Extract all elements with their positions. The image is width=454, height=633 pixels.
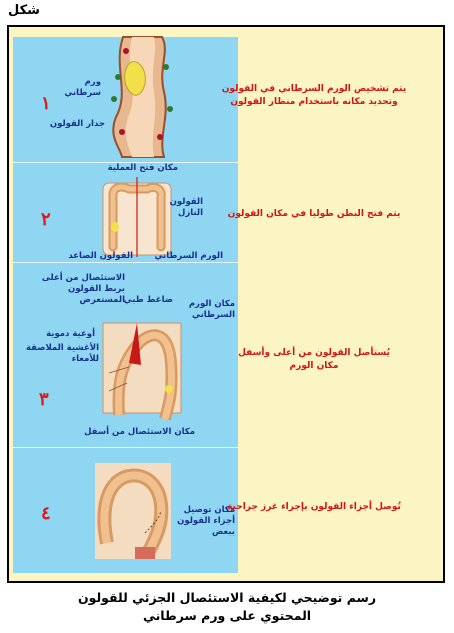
step-1-description: يتم تشخيص الورم السرطاني في القولون وتحديد مكانه باستخدام منظار القولون — [221, 84, 407, 107]
panel-divider — [13, 262, 238, 263]
descending-colon-label: القولون النازل — [169, 197, 203, 218]
step-4-description: تُوصل أجزاء القولون بإجراء غرز جراحية — [227, 502, 401, 512]
caption-line-1: رسم توضيحي لكيفية الاستئصال الجزئي للقولون — [77, 590, 377, 605]
illustration-column — [13, 37, 238, 573]
tumor-label: الورم السرطاني — [154, 251, 223, 261]
vessels-label: أوعية دموية — [46, 329, 95, 339]
lower-resection-label: مكان الاستئصال من أسفل — [84, 427, 195, 437]
resection-illustration — [99, 303, 185, 423]
clamp-label: ضاغط طبي — [123, 295, 173, 305]
anastomosis-illustration — [95, 463, 171, 559]
step-number: ٢ — [41, 209, 51, 230]
step-number: ٣ — [39, 389, 49, 410]
colon-wall-label: جدار القولون — [49, 119, 105, 129]
figure-heading: شكل — [8, 3, 40, 18]
step-2-description: يتم فتح البطن طوليا في مكان القولون — [227, 209, 401, 219]
step-number: ١ — [41, 93, 51, 114]
upper-resection-label: الاستئصال من أعلى بربط القولون المستعرض — [41, 273, 125, 305]
colon-tumor-illustration — [108, 37, 178, 157]
diagram-frame — [7, 25, 445, 583]
ascending-colon-label: القولون الصاعد — [68, 251, 133, 261]
incision-label: مكان فتح العملية — [107, 163, 178, 173]
panel-divider — [13, 447, 238, 448]
tumor-label: ورم سرطاني — [64, 77, 101, 98]
step-number: ٤ — [41, 503, 51, 524]
joining-label: مكان توصيل أجزاء القولون ببعض — [177, 505, 235, 537]
caption-line-2: المحتوي على ورم سرطاني — [142, 608, 312, 623]
membranes-label: الأغشية الملاصقة للأمعاء — [25, 343, 99, 364]
step-3-description: يُستأصل القولون من أعلى وأسفل مكان الورم — [238, 348, 390, 371]
tumor-site-label: مكان الورم السرطاني — [188, 299, 235, 320]
